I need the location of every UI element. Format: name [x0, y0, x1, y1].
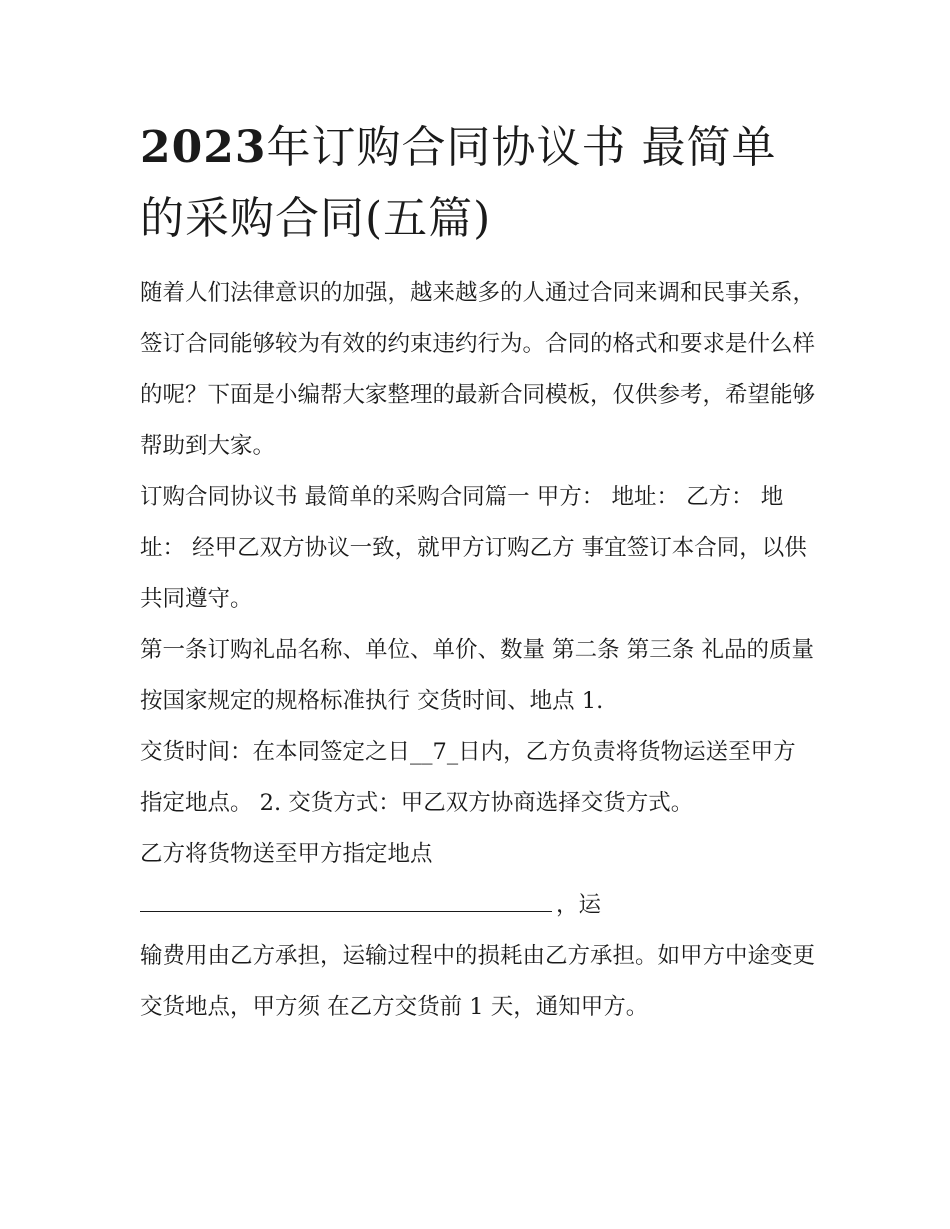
blank-line-paragraph [140, 880, 816, 931]
article-one-paragraph: 第一条订购礼品名称、单位、单价、数量 第二条 第三条 礼品的质量 按国家规定的规格标准执行 交货时间、地点 1. [140, 637, 814, 714]
fill-in-blank [140, 891, 552, 912]
document-body [140, 112, 816, 1033]
title-year: 2023 [140, 122, 267, 173]
delivery-time-paragraph: 交货时间：在本同签定之日__7_日内，乙方负责将货物运送至甲方指定地点。 2. 交货方式：甲乙双方协商选择交货方式。 [140, 739, 796, 816]
intro-paragraph: 随着人们法律意识的加强，越来越多的人通过合同来调和民事关系，签订合同能够较为有效的约束违约行为。合同的格式和要求是什么样的呢？下面是小编帮大家整理的最新合同模板，仅供参考，希望能够帮助到大家。 [140, 280, 816, 459]
contract-parties-paragraph: 订购合同协议书 最简单的采购合同篇一 甲方： 地址： 乙方： 地址： 经甲乙双方协议一致，就甲方订购乙方 事宜签订本合同，以供共同遵守。 [140, 484, 807, 612]
delivery-location-paragraph: 乙方将货物送至甲方指定地点 [140, 841, 433, 867]
title-text: 年订购合同协议书 最简单的采购合同(五篇) [140, 122, 777, 244]
document-title [140, 112, 816, 254]
transport-cost-paragraph: 输费用由乙方承担，运输过程中的损耗由乙方承担。如甲方中途变更交货地点，甲方须 在乙方交货前 1 天，通知甲方。 [140, 943, 816, 1020]
blank-suffix-text: ，运 [556, 892, 602, 918]
